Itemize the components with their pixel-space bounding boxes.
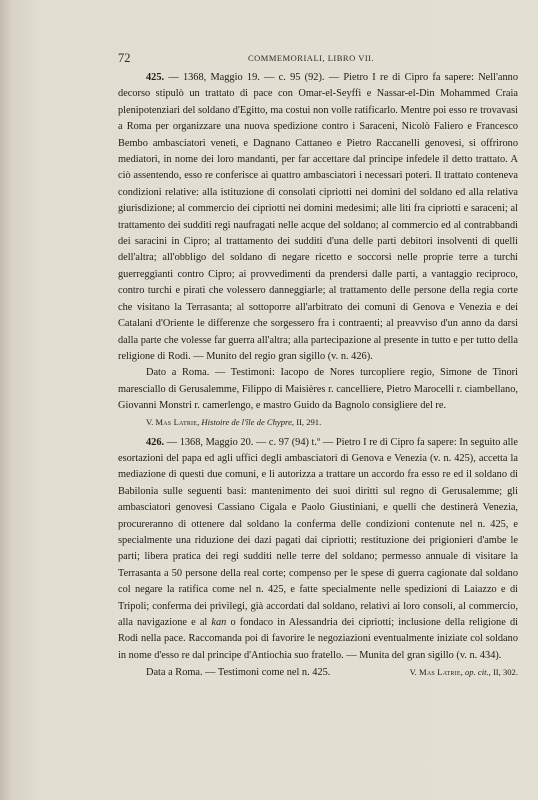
- citation-suffix: , II, 302.: [488, 667, 518, 678]
- citation-suffix: , II, 291.: [291, 416, 322, 427]
- entry-426: [118, 435, 518, 682]
- citation-author: Mas Latrie: [155, 416, 198, 427]
- entry-number: 426.: [146, 436, 165, 448]
- page-header: [118, 52, 510, 66]
- entry-426-dato: [118, 664, 518, 681]
- page-body: [118, 70, 518, 682]
- entry-425: [118, 70, 518, 429]
- entry-body: — 1368, Maggio 19. — c. 95 (92). — Pietro I re di Cipro fa sapere: Nell'anno decorso stipulò un trattato di pace con Omar-el-Seyffi e Nassar-el-Din Mohammed Craia plenipotenziari del soldano d'Egitto, ma costui non volle ratificarlo. Mentre poi esso re trovavasi a Roma per organizzare una nuova spedizione contro i Saraceni, Nicolò Faliero e Francesco Bembo ambasciatori veneti, e Dagnano Cattaneo e Pietro Raccanelli genovesi, si offrirono mediatori, in nome dei loro mandanti, per far accettare dal principe infedele il detto trattato. A ciò assentendo, esso re conferisce ai quattro ambasciatori i necessari poteri. Il trattato conteneva condizioni relative: alla istituzione di consolati cipriotti nei domini del soldano ed alla relativa giurisdizione; al commercio dei cipriotti nei domini medesimi; alle liti fra cipriotti e saraceni; al trattamento dei sudditi regi naufragati nelle acque del soldano; al commercio ed al contrabbandi dei saracini in Cipro; al trattamento dei sudditi d'una delle parti debitori insolventi di quelli dell'altra; all'obbligo del soldano di negare ricetto e soccorsi nelle proprie terre a turchi guerreggianti contro Cipro; ai provvedimenti da prendersi dalle parti, a vantaggio reciproco, contro turchi e pirati che volessero danneggiarle; al trattamento delle persone della regia corte che visitano la Terrasanta; al sottoporre all'arbitrato dei comuni di Genova e Venezia e dei Catalani d'Oriente le differenze che sorgessero fra i contraenti; al preavviso d'un anno da darsi dalla parte che volesse far guerra all'altra; alla partecipazione al presente in tutto e per tutto della religione di Rodi. — Munito del regio gran sigillo (v. n. 426).: [118, 72, 518, 362]
- citation-author: Mas Latrie: [418, 667, 461, 678]
- entry-425-dato: Dato a Roma. — Testimoni: Iacopo de Nores turcopliere regio, Simone de Tinori maresciallo di Gerusalemme, Filippo di Maisières r. cancelliere, Pietro Marocelli r. ciambellano, Giovanni Monstri r. camerlengo, e mastro Guido da Bagnolo consigliere del re.: [118, 367, 518, 412]
- entry-body-italic: kan: [211, 617, 227, 628]
- citation-title: Histoire de l'île de Chypre: [201, 416, 292, 427]
- entry-number: 425.: [146, 72, 165, 83]
- entry-body-tail: o fondaco in Alessandria dei cipriotti; inclusione della religione di Rodi nella pace. Raccomanda poi di favorire le negoziazioni eventualmente iniziate col soldano in nome d'esso re dal principe d'Antiochia suo fratello. — Munita del gran sigillo (v. n. 434).: [118, 617, 518, 661]
- citation-prefix: V.: [409, 667, 419, 678]
- citation-prefix: V.: [146, 416, 156, 427]
- entry-425-citation: V. Mas Latrie, Histoire de l'île de Chypre, II, 291.: [146, 416, 322, 427]
- running-title: COMMEMORIALI, LIBRO VII.: [248, 53, 375, 63]
- entry-426-citation: V. Mas Latrie, op. cit., II, 302.: [409, 667, 518, 678]
- entry-body: — 1368, Maggio 20. — c. 97 (94) t.º — Pietro I re di Cipro fa sapere: In seguito alle esortazioni del papa ed agli uffici degli ambasciatori di Genova e Venezia (v. n. 425), accetta la mediazione di questi due comuni, e li autorizza a trattare un accordo fra esso re ed il soldano di Babilonia sulle seguenti basi: mantenimento dei suoi diritti sul regno di Gerusalemme; gli ambasciatori genovesi Cassiano Cigala e Paolo Giustiniani, e quelli che destinerà Venezia, procureranno di ottenere dal soldano la conferma delle condizioni contenute nel n. 425, e specialmente una riduzione dei dazi pagati dai cipriotti; restituzione dei prigionieri d'ambe le parti; libera pratica dei regi sudditi nelle terre del soldano; permesso annuale di visitare la Terrasanta a 50 persone della real corte; compenso per le spese di guerra cagionate dal soldano col negare la ratifica come nel n. 425, e fatte specialmente nelle spedizioni di Laiazzo e di Tripoli; conferma dei privilegi, già accordati dal soldano, relativi ai loro consoli, al commercio, alla navigazione e al: [118, 436, 518, 628]
- entry-425-text: [118, 70, 518, 365]
- entry-426-dato-text: Data a Roma. — Testimoni come nel n. 425.: [146, 667, 331, 679]
- entry-426-text: [118, 435, 518, 665]
- page-number: 72: [118, 51, 131, 65]
- citation-title: op. cit.: [465, 667, 489, 678]
